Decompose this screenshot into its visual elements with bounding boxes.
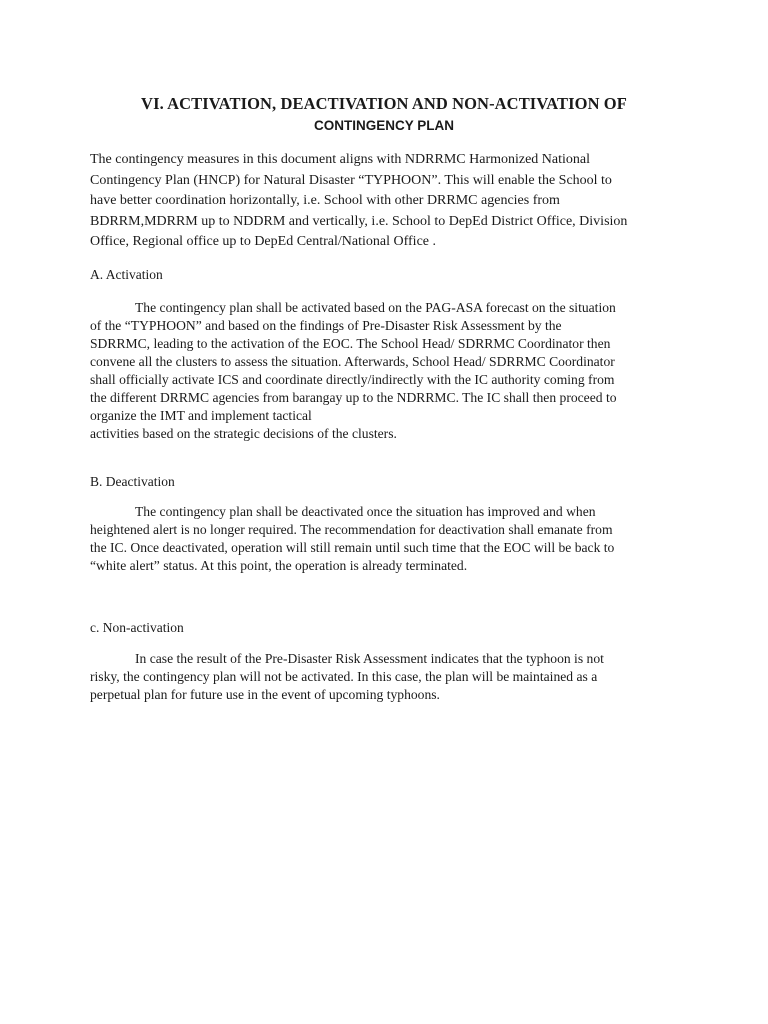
body-line: SDRRMC, leading to the activation of the EOC. The School Head/ SDRRMC Coordinator then [90, 336, 611, 351]
section-body-activation [90, 299, 690, 443]
document-title: VI. ACTIVATION, DEACTIVATION AND NON-ACTIVATION OF [141, 94, 627, 113]
intro-paragraph [90, 150, 690, 253]
body-line: The contingency plan shall be activated based on the PAG-ASA forecast on the situation [135, 300, 616, 315]
body-line: heightened alert is no longer required. The recommendation for deactivation shall emanate from [90, 522, 613, 537]
document-subtitle: CONTINGENCY PLAN [313, 118, 454, 133]
body-line: of the “TYPHOON” and based on the findings of Pre-Disaster Risk Assessment by the [90, 318, 562, 333]
body-line: the different DRRMC agencies from barangay up to the NDRRMC. The IC shall then proceed to [90, 390, 617, 405]
body-line: activities based on the strategic decisions of the clusters. [90, 426, 397, 441]
intro-line: have better coordination horizontally, i.e. School with other DRRMC agencies from [90, 193, 560, 208]
intro-line: Contingency Plan (HNCP) for Natural Disaster “TYPHOON”. This will enable the School to [90, 172, 612, 188]
intro-line: BDRRM,MDRRM up to NDDRM and vertically, i.e. School to DepEd District Office, Division [90, 213, 628, 229]
body-line: risky, the contingency plan will not be activated. In this case, the plan will be maintained as a [90, 669, 598, 684]
body-line: the IC. Once deactivated, operation will still remain until such time that the EOC will be back to [90, 540, 615, 555]
intro-line: Office, Regional office up to DepEd Central/National Office . [90, 234, 437, 249]
body-line: perpetual plan for future use in the event of upcoming typhoons. [90, 687, 440, 702]
body-line: convene all the clusters to assess the situation. Afterwards, School Head/ SDRRMC Coordinator [90, 354, 615, 369]
section-body-deactivation [90, 503, 690, 575]
body-line: In case the result of the Pre-Disaster Risk Assessment indicates that the typhoon is not [135, 651, 604, 666]
section-heading-deactivation: B. Deactivation [90, 474, 175, 489]
body-line: shall officially activate ICS and coordinate directly/indirectly with the IC authority coming from [90, 372, 615, 387]
intro-line: The contingency measures in this document aligns with NDRRMC Harmonized National [90, 152, 591, 167]
body-line: “white alert” status. At this point, the operation is already terminated. [90, 558, 468, 573]
section-heading-activation: A. Activation [90, 267, 163, 282]
body-line: The contingency plan shall be deactivated once the situation has improved and when [135, 504, 596, 519]
body-line: organize the IMT and implement tactical [90, 408, 312, 423]
section-body-non-activation [90, 650, 690, 704]
section-heading-non-activation: c. Non-activation [90, 620, 184, 635]
